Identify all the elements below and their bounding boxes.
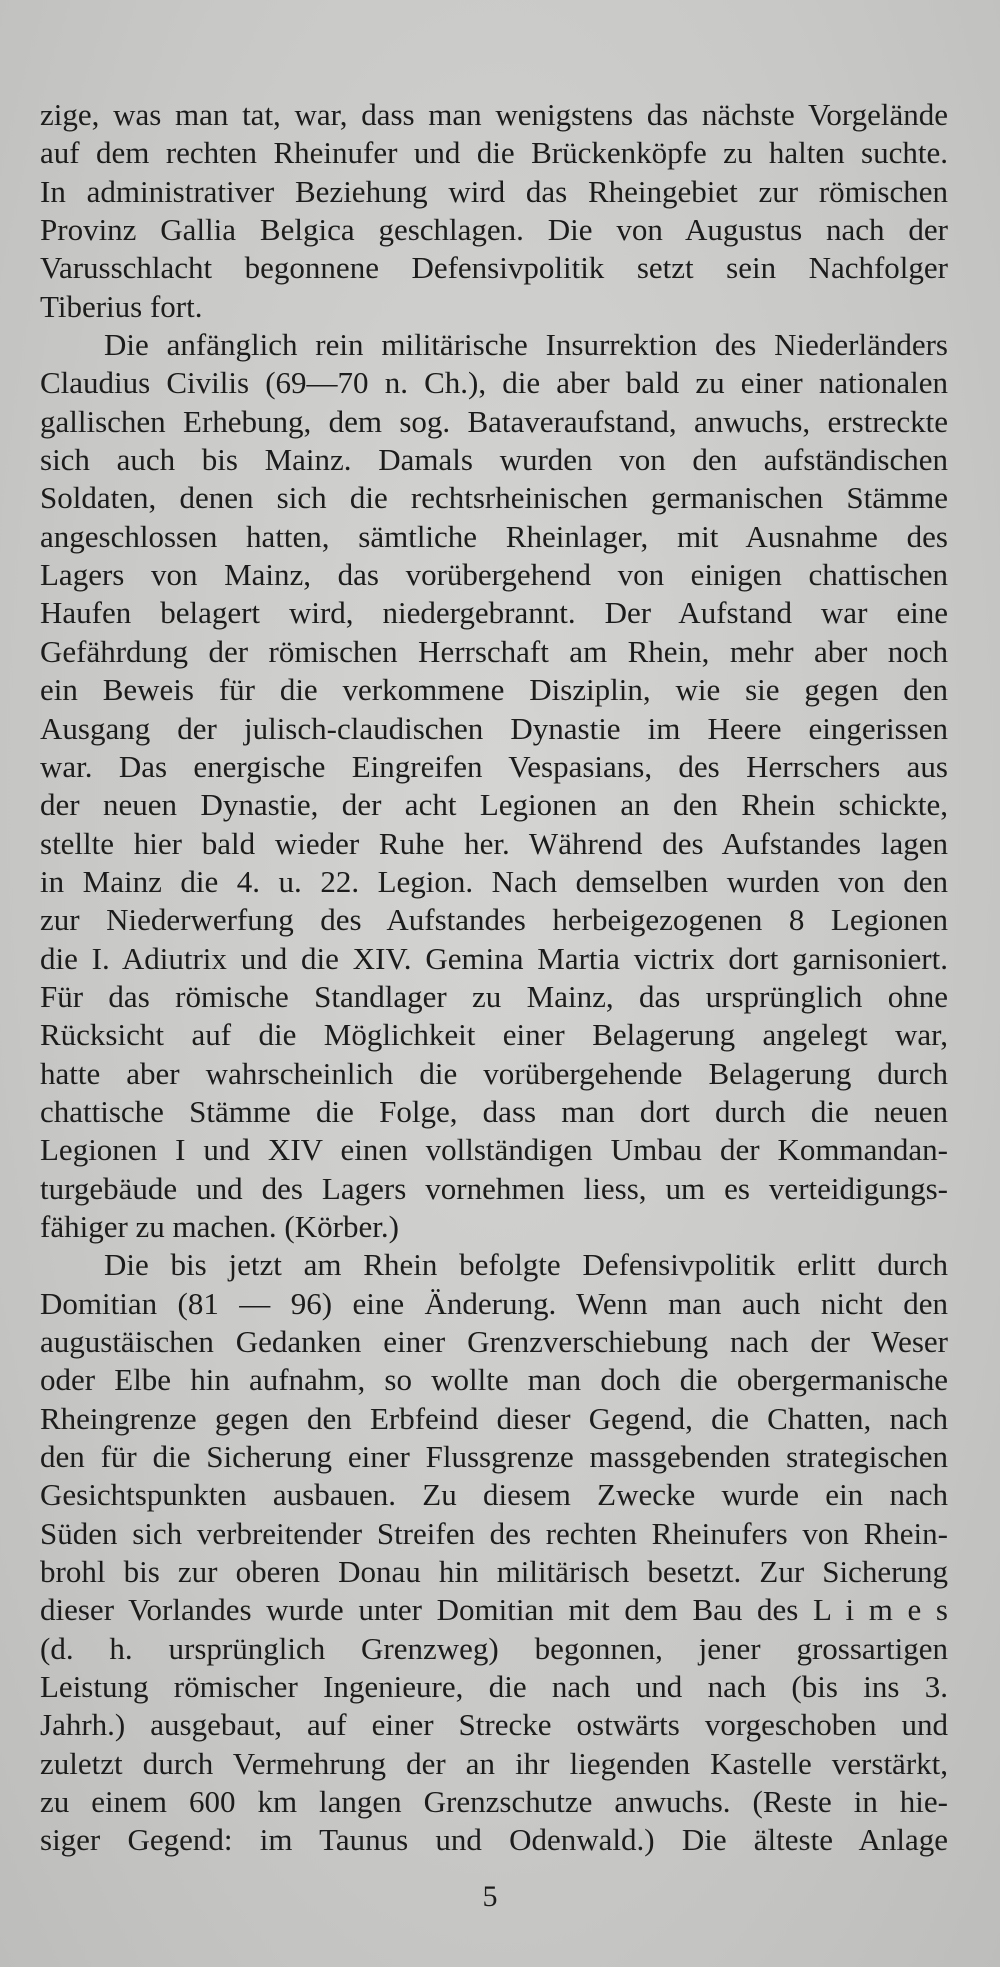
text-line: zuletzt durch Vermehrung der an ihr liegenden Kastelle verstärkt, <box>40 1745 948 1781</box>
text-line: die I. Adiutrix und die XIV. Gemina Martia victrix dort garnisoniert. <box>40 940 948 976</box>
text-line: chattische Stämme die Folge, dass man dort durch die neuen <box>40 1093 948 1129</box>
text-line: Ausgang der julisch-claudischen Dynastie im Heere eingerissen <box>40 710 948 746</box>
text-line: zu einem 600 km langen Grenzschutze anwuchs. (Reste in hie- <box>40 1784 948 1820</box>
text-line: turgebäude und des Lagers vornehmen liess, um es verteidigungs- <box>40 1170 948 1206</box>
text-line: Haufen belagert wird, niedergebrannt. Der Aufstand war eine <box>40 595 948 631</box>
text-line: sich auch bis Mainz. Damals wurden von den aufständischen <box>40 442 948 478</box>
text-line: gallischen Erhebung, dem sog. Bataveraufstand, anwuchs, erstreckte <box>40 403 948 439</box>
text-line: Gefährdung der römischen Herrschaft am Rhein, mehr aber noch <box>40 633 948 669</box>
text-line: dieser Vorlandes wurde unter Domitian mit dem Bau des L i m e s <box>40 1592 948 1628</box>
text-line: war. Das energische Eingreifen Vespasians, des Herrschers aus <box>40 748 948 784</box>
text-line: Für das römische Standlager zu Mainz, das ursprünglich ohne <box>40 978 948 1014</box>
body-text <box>40 96 948 1860</box>
text-line: (d. h. ursprünglich Grenzweg) begonnen, jener grossartigen <box>40 1630 948 1666</box>
text-line: Rheingrenze gegen den Erbfeind dieser Gegend, die Chatten, nach <box>40 1400 948 1436</box>
page-number: 5 <box>482 1880 498 1913</box>
text-line: Claudius Civilis (69—70 n. Ch.), die aber bald zu einer nationalen <box>40 365 948 401</box>
text-line: der neuen Dynastie, der acht Legionen an den Rhein schickte, <box>40 787 948 823</box>
text-line: Rücksicht auf die Möglichkeit einer Belagerung angelegt war, <box>40 1017 948 1053</box>
text-line: Tiberius fort. <box>40 288 203 324</box>
text-line: hatte aber wahrscheinlich die vorübergehende Belagerung durch <box>40 1055 948 1091</box>
text-line: den für die Sicherung einer Flussgrenze massgebenden strategischen <box>40 1439 948 1475</box>
text-line: auf dem rechten Rheinufer und die Brückenköpfe zu halten suchte. <box>40 135 948 171</box>
text-line: Leistung römischer Ingenieure, die nach und nach (bis ins 3. <box>40 1669 948 1705</box>
text-line: augustäischen Gedanken einer Grenzverschiebung nach der Weser <box>40 1324 948 1359</box>
text-line: zur Niederwerfung des Aufstandes herbeigezogenen 8 Legionen <box>40 902 948 938</box>
text-line: oder Elbe hin aufnahm, so wollte man doch die obergermanische <box>40 1362 948 1398</box>
text-line: fähiger zu machen. (Körber.) <box>40 1208 399 1244</box>
text-line: Soldaten, denen sich die rechtsrheinischen germanischen Stämme <box>40 480 948 516</box>
paragraph-start-line: Die anfänglich rein militärische Insurrektion des Niederländers <box>104 327 948 363</box>
text-line: Süden sich verbreitender Streifen des rechten Rheinufers von Rhein- <box>40 1515 948 1551</box>
text-line: Jahrh.) ausgebaut, auf einer Strecke ostwärts vorgeschoben und <box>40 1707 948 1743</box>
text-line: In administrativer Beziehung wird das Rheingebiet zur römischen <box>40 173 948 209</box>
paragraph-start-line: Die bis jetzt am Rhein befolgte Defensivpolitik erlitt durch <box>104 1247 948 1283</box>
text-line: Domitian (81 — 96) eine Änderung. Wenn man auch nicht den <box>40 1285 948 1321</box>
text-line: stellte hier bald wieder Ruhe her. Während des Aufstandes lagen <box>40 825 948 861</box>
text-line: Lagers von Mainz, das vorübergehend von einigen chattischen <box>40 557 948 593</box>
text-line: angeschlossen hatten, sämtliche Rheinlager, mit Ausnahme des <box>40 518 948 554</box>
text-line: zige, was man tat, war, dass man wenigstens das nächste Vorgelände <box>40 97 948 132</box>
text-line: Varusschlacht begonnene Defensivpolitik setzt sein Nachfolger <box>40 250 948 286</box>
text-line: in Mainz die 4. u. 22. Legion. Nach demselben wurden von den <box>40 863 948 899</box>
text-line: Legionen I und XIV einen vollständigen Umbau der Kommandan- <box>40 1132 948 1168</box>
text-line: brohl bis zur oberen Donau hin militärisch besetzt. Zur Sicherung <box>40 1554 948 1590</box>
text-line: siger Gegend: im Taunus und Odenwald.) Die älteste Anlage <box>40 1822 948 1858</box>
text-line: ein Beweis für die verkommene Disziplin, wie sie gegen den <box>40 672 948 708</box>
text-line: Gesichtspunkten ausbauen. Zu diesem Zwecke wurde ein nach <box>40 1477 948 1513</box>
text-line: Provinz Gallia Belgica geschlagen. Die von Augustus nach der <box>40 212 948 248</box>
